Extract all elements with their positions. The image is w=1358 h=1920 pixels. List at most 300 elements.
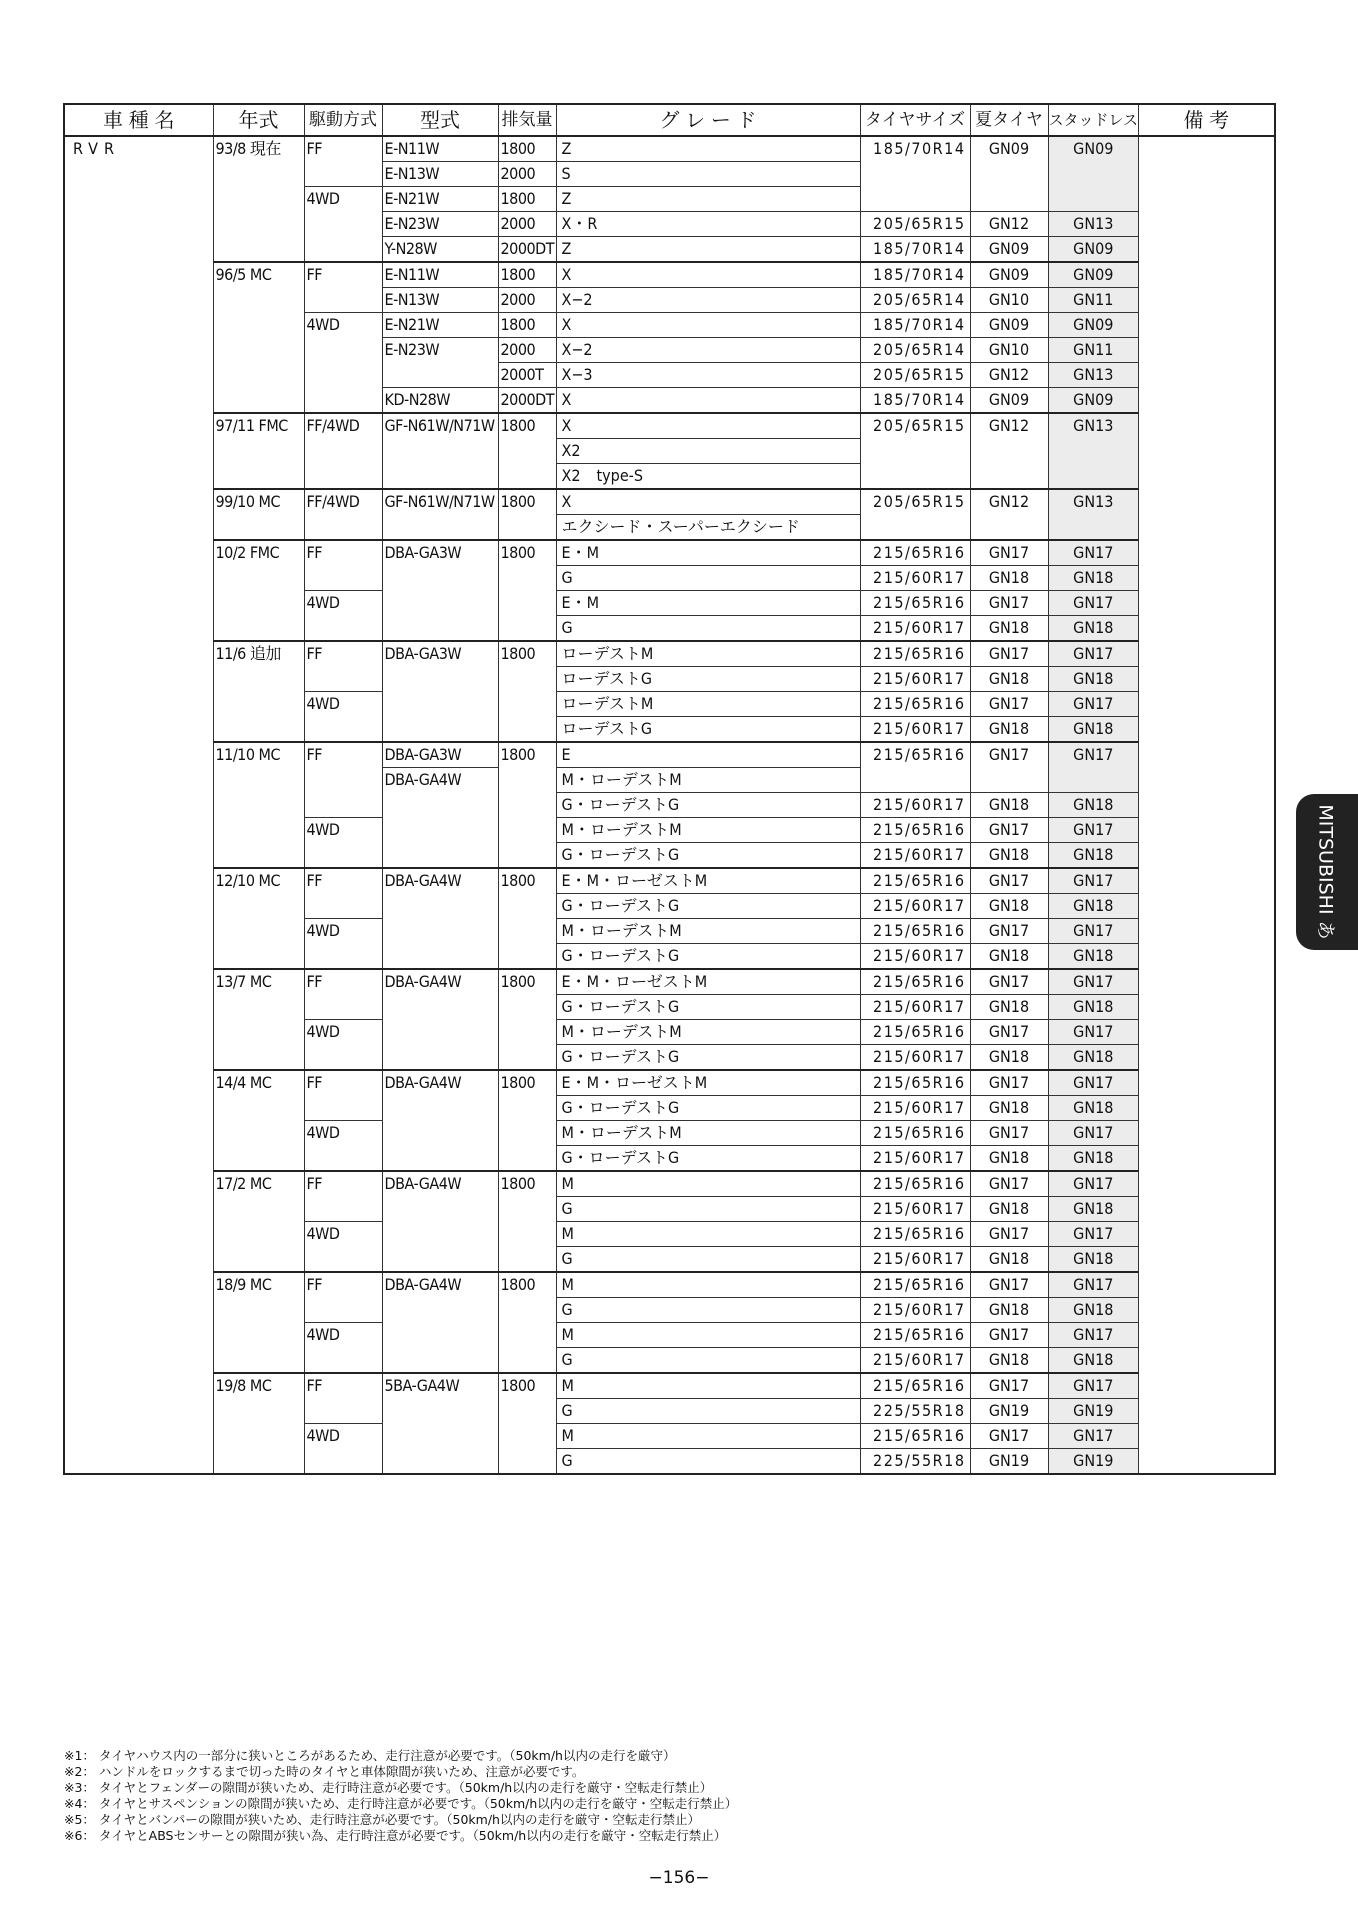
drive-cell: 4WD [304, 1222, 382, 1273]
table-row [64, 742, 1275, 768]
table-row [64, 868, 1275, 894]
footnote: ※1： タイヤハウス内の一部分に狭いところがあるため、走行注意が必要です。（50km/h以内の走行を厳守） [64, 1748, 676, 1763]
grade-cell: G [556, 1298, 860, 1323]
studless-cell: GN17 [1048, 641, 1139, 667]
studless-cell: GN18 [1048, 1348, 1139, 1374]
table-row [64, 969, 1275, 995]
grade-cell: M [556, 1373, 860, 1399]
summer-tire-cell: GN17 [970, 540, 1048, 566]
displacement-cell: 1800 [498, 1070, 556, 1171]
type-cell: DBA-GA3W [382, 641, 498, 742]
year-cell: 14/4 MC [213, 1070, 304, 1171]
tire-size-cell: 215/65R16 [860, 1020, 970, 1045]
summer-tire-cell: GN17 [970, 1171, 1048, 1197]
summer-tire-cell: GN12 [970, 363, 1048, 388]
studless-cell: GN17 [1048, 591, 1139, 616]
type-cell: GF-N61W/N71W [382, 413, 498, 489]
summer-tire-cell: GN18 [970, 1348, 1048, 1374]
studless-cell: GN18 [1048, 793, 1139, 818]
tire-size-cell: 205/65R14 [860, 288, 970, 313]
studless-cell: GN18 [1048, 566, 1139, 591]
tire-size-cell: 215/60R17 [860, 1146, 970, 1172]
type-cell: E-N11W [382, 136, 498, 162]
summer-tire-cell: GN17 [970, 818, 1048, 843]
grade-cell: M [556, 1323, 860, 1348]
studless-cell: GN17 [1048, 1272, 1139, 1298]
summer-tire-cell: GN18 [970, 616, 1048, 642]
studless-cell: GN18 [1048, 894, 1139, 919]
tire-size-cell: 185/70R14 [860, 388, 970, 414]
header-grade: グ レ ー ド [556, 104, 860, 136]
grade-cell: Z [556, 237, 860, 263]
tire-size-cell: 215/65R16 [860, 742, 970, 793]
tire-size-cell: 215/65R16 [860, 868, 970, 894]
grade-cell: M [556, 1171, 860, 1197]
year-cell: 12/10 MC [213, 868, 304, 969]
summer-tire-cell: GN09 [970, 237, 1048, 263]
studless-cell: GN11 [1048, 288, 1139, 313]
tire-size-cell: 185/70R14 [860, 262, 970, 288]
type-cell: E-N21W [382, 313, 498, 338]
summer-tire-cell: GN17 [970, 1373, 1048, 1399]
remarks-cell [1139, 136, 1275, 1474]
displacement-cell: 2000 [498, 162, 556, 187]
drive-cell: 4WD [304, 1121, 382, 1172]
grade-cell: E・M [556, 540, 860, 566]
tire-fitment-table [63, 103, 1276, 1475]
studless-cell: GN19 [1048, 1449, 1139, 1475]
studless-cell: GN17 [1048, 1121, 1139, 1146]
studless-cell: GN17 [1048, 1424, 1139, 1449]
drive-cell: 4WD [304, 919, 382, 970]
grade-cell: X [556, 313, 860, 338]
studless-cell: GN18 [1048, 1096, 1139, 1121]
grade-cell: M [556, 1272, 860, 1298]
header-studless: スタッドレス [1048, 104, 1139, 136]
grade-cell: X−3 [556, 363, 860, 388]
tire-size-cell: 215/65R16 [860, 591, 970, 616]
studless-cell: GN17 [1048, 540, 1139, 566]
grade-cell: M・ローデストM [556, 919, 860, 944]
displacement-cell: 1800 [498, 313, 556, 338]
studless-cell: GN13 [1048, 413, 1139, 489]
grade-cell: ローデストM [556, 641, 860, 667]
drive-cell: FF/4WD [304, 489, 382, 540]
tire-size-cell: 215/60R17 [860, 616, 970, 642]
drive-cell: FF/4WD [304, 413, 382, 489]
studless-cell: GN18 [1048, 616, 1139, 642]
summer-tire-cell: GN12 [970, 212, 1048, 237]
tire-size-cell: 215/60R17 [860, 667, 970, 692]
studless-cell: GN09 [1048, 262, 1139, 288]
summer-tire-cell: GN17 [970, 1222, 1048, 1247]
studless-cell: GN18 [1048, 717, 1139, 743]
studless-cell: GN19 [1048, 1399, 1139, 1424]
tire-size-cell: 215/60R17 [860, 717, 970, 743]
tire-size-cell: 205/65R14 [860, 338, 970, 363]
year-cell: 96/5 MC [213, 262, 304, 413]
studless-cell: GN18 [1048, 1298, 1139, 1323]
type-cell: Y-N28W [382, 237, 498, 263]
grade-cell: M・ローデストM [556, 818, 860, 843]
grade-cell: X [556, 413, 860, 439]
summer-tire-cell: GN10 [970, 288, 1048, 313]
summer-tire-cell: GN18 [970, 1096, 1048, 1121]
drive-cell: FF [304, 969, 382, 1020]
studless-cell: GN17 [1048, 969, 1139, 995]
tire-size-cell: 215/60R17 [860, 1096, 970, 1121]
tire-size-cell: 215/65R16 [860, 1272, 970, 1298]
grade-cell: X2 [556, 439, 860, 464]
table-row [64, 413, 1275, 439]
summer-tire-cell: GN17 [970, 1121, 1048, 1146]
year-cell: 97/11 FMC [213, 413, 304, 489]
summer-tire-cell: GN18 [970, 1247, 1048, 1273]
summer-tire-cell: GN18 [970, 717, 1048, 743]
grade-cell: M [556, 1424, 860, 1449]
grade-cell: G・ローデストG [556, 995, 860, 1020]
displacement-cell: 1800 [498, 641, 556, 742]
grade-cell: G・ローデストG [556, 894, 860, 919]
studless-cell: GN18 [1048, 667, 1139, 692]
summer-tire-cell: GN19 [970, 1399, 1048, 1424]
header-remarks: 備 考 [1139, 104, 1275, 136]
summer-tire-cell: GN09 [970, 313, 1048, 338]
footnote: ※2： ハンドルをロックするまで切った時のタイヤと車体隙間が狭いため、注意が必要です。 [64, 1764, 585, 1779]
displacement-cell: 1800 [498, 187, 556, 212]
model-cell: RVR [64, 136, 213, 1474]
studless-cell: GN13 [1048, 489, 1139, 540]
grade-cell: X−2 [556, 338, 860, 363]
grade-cell: X−2 [556, 288, 860, 313]
table-row [64, 1373, 1275, 1399]
table-header [64, 104, 1275, 136]
tire-size-cell: 215/65R16 [860, 1070, 970, 1096]
summer-tire-cell: GN18 [970, 793, 1048, 818]
footnote: ※3： タイヤとフェンダーの隙間が狭いため、走行時注意が必要です。（50km/h以内の走行を厳守・空転走行禁止） [64, 1780, 713, 1795]
studless-cell: GN17 [1048, 1171, 1139, 1197]
studless-cell: GN17 [1048, 1222, 1139, 1247]
header-displacement: 排気量 [498, 104, 556, 136]
tire-size-cell: 215/65R16 [860, 1171, 970, 1197]
type-cell: DBA-GA4W [382, 1070, 498, 1171]
studless-cell: GN17 [1048, 818, 1139, 843]
displacement-cell: 1800 [498, 262, 556, 288]
summer-tire-cell: GN18 [970, 843, 1048, 869]
grade-cell: E・M・ローゼストM [556, 868, 860, 894]
tire-size-cell: 215/65R16 [860, 540, 970, 566]
summer-tire-cell: GN18 [970, 1197, 1048, 1222]
footnotes [64, 1748, 737, 1844]
year-cell: 93/8 現在 [213, 136, 304, 262]
displacement-cell: 1800 [498, 742, 556, 868]
footnote: ※5： タイヤとバンパーの隙間が狭いため、走行時注意が必要です。（50km/h以内の走行を厳守・空転走行禁止） [64, 1812, 700, 1827]
studless-cell: GN18 [1048, 995, 1139, 1020]
tire-size-cell: 205/65R15 [860, 212, 970, 237]
drive-cell: FF [304, 540, 382, 591]
studless-cell: GN13 [1048, 363, 1139, 388]
tire-size-cell: 205/65R15 [860, 413, 970, 489]
tire-size-cell: 185/70R14 [860, 136, 970, 212]
summer-tire-cell: GN18 [970, 1298, 1048, 1323]
studless-cell: GN17 [1048, 1323, 1139, 1348]
studless-cell: GN18 [1048, 944, 1139, 970]
drive-cell: 4WD [304, 187, 382, 263]
displacement-cell: 1800 [498, 540, 556, 641]
table-row [64, 1171, 1275, 1197]
tire-size-cell: 205/65R15 [860, 489, 970, 540]
page-number: −156− [648, 1868, 710, 1888]
type-cell: E-N13W [382, 162, 498, 187]
header-type: 型式 [382, 104, 498, 136]
tire-size-cell: 215/60R17 [860, 1247, 970, 1273]
header-drive: 駆動方式 [304, 104, 382, 136]
grade-cell: X [556, 489, 860, 515]
footnote: ※4： タイヤとサスペンションの隙間が狭いため、走行時注意が必要です。（50km/h以内の走行を厳守・空転走行禁止） [64, 1796, 738, 1811]
drive-cell: FF [304, 1070, 382, 1121]
grade-cell: X・R [556, 212, 860, 237]
summer-tire-cell: GN12 [970, 489, 1048, 540]
summer-tire-cell: GN17 [970, 1272, 1048, 1298]
drive-cell: 4WD [304, 591, 382, 642]
grade-cell: E [556, 742, 860, 768]
drive-cell: FF [304, 136, 382, 187]
header-year: 年式 [213, 104, 304, 136]
type-cell: E-N11W [382, 262, 498, 288]
displacement-cell: 1800 [498, 136, 556, 162]
tire-size-cell: 215/65R16 [860, 969, 970, 995]
tire-size-cell: 225/55R18 [860, 1399, 970, 1424]
displacement-cell: 2000DT [498, 388, 556, 414]
displacement-cell: 1800 [498, 969, 556, 1070]
tire-size-cell: 215/60R17 [860, 843, 970, 869]
table-row [64, 489, 1275, 515]
summer-tire-cell: GN17 [970, 1020, 1048, 1045]
grade-cell: G・ローデストG [556, 944, 860, 970]
type-cell: DBA-GA4W [382, 1171, 498, 1272]
tire-size-cell: 215/60R17 [860, 566, 970, 591]
studless-cell: GN17 [1048, 1373, 1139, 1399]
tire-size-cell: 185/70R14 [860, 237, 970, 263]
studless-cell: GN13 [1048, 212, 1139, 237]
tire-size-cell: 215/60R17 [860, 1197, 970, 1222]
studless-cell: GN18 [1048, 1045, 1139, 1071]
tire-size-cell: 215/60R17 [860, 1298, 970, 1323]
drive-cell: 4WD [304, 1020, 382, 1071]
table-row [64, 262, 1275, 288]
table-row [64, 136, 1275, 162]
displacement-cell: 2000 [498, 288, 556, 313]
studless-cell: GN18 [1048, 1247, 1139, 1273]
tire-size-cell: 215/65R16 [860, 641, 970, 667]
grade-cell: ローデストM [556, 692, 860, 717]
grade-cell: G [556, 1197, 860, 1222]
drive-cell: 4WD [304, 313, 382, 414]
tire-size-cell: 215/65R16 [860, 1222, 970, 1247]
year-cell: 19/8 MC [213, 1373, 304, 1474]
grade-cell: エクシード・スーパーエクシード [556, 515, 860, 541]
tire-size-cell: 225/55R18 [860, 1449, 970, 1475]
displacement-cell: 1800 [498, 413, 556, 489]
summer-tire-cell: GN18 [970, 1146, 1048, 1172]
table-row [64, 641, 1275, 667]
table-row [64, 540, 1275, 566]
year-cell: 17/2 MC [213, 1171, 304, 1272]
type-cell: KD-N28W [382, 388, 498, 414]
studless-cell: GN09 [1048, 313, 1139, 338]
summer-tire-cell: GN17 [970, 1424, 1048, 1449]
studless-cell: GN18 [1048, 1146, 1139, 1172]
type-cell: DBA-GA3W [382, 742, 498, 768]
displacement-cell: 1800 [498, 489, 556, 540]
studless-cell: GN11 [1048, 338, 1139, 363]
drive-cell: FF [304, 641, 382, 692]
studless-cell: GN17 [1048, 1070, 1139, 1096]
studless-cell: GN17 [1048, 1020, 1139, 1045]
grade-cell: M・ローデストM [556, 1121, 860, 1146]
tire-size-cell: 215/60R17 [860, 894, 970, 919]
studless-cell: GN18 [1048, 843, 1139, 869]
grade-cell: G・ローデストG [556, 1146, 860, 1172]
summer-tire-cell: GN17 [970, 868, 1048, 894]
grade-cell: G・ローデストG [556, 793, 860, 818]
displacement-cell: 1800 [498, 1373, 556, 1474]
studless-cell: GN09 [1048, 388, 1139, 414]
tire-size-cell: 215/65R16 [860, 818, 970, 843]
studless-cell: GN09 [1048, 136, 1139, 212]
studless-cell: GN17 [1048, 919, 1139, 944]
type-cell: DBA-GA3W [382, 540, 498, 641]
tire-size-cell: 215/60R17 [860, 995, 970, 1020]
summer-tire-cell: GN18 [970, 995, 1048, 1020]
header-model: 車 種 名 [64, 104, 213, 136]
displacement-cell: 1800 [498, 868, 556, 969]
summer-tire-cell: GN09 [970, 136, 1048, 212]
type-cell: DBA-GA4W [382, 1272, 498, 1373]
grade-cell: X [556, 388, 860, 414]
grade-cell: G・ローデストG [556, 843, 860, 869]
tire-size-cell: 215/65R16 [860, 1323, 970, 1348]
year-cell: 18/9 MC [213, 1272, 304, 1373]
grade-cell: G・ローデストG [556, 1096, 860, 1121]
type-cell: E-N23W [382, 338, 498, 388]
year-cell: 13/7 MC [213, 969, 304, 1070]
summer-tire-cell: GN18 [970, 894, 1048, 919]
studless-cell: GN17 [1048, 742, 1139, 793]
year-cell: 10/2 FMC [213, 540, 304, 641]
tire-size-cell: 215/65R16 [860, 1424, 970, 1449]
year-cell: 11/6 追加 [213, 641, 304, 742]
studless-cell: GN18 [1048, 1197, 1139, 1222]
summer-tire-cell: GN09 [970, 388, 1048, 414]
tire-size-cell: 215/60R17 [860, 1045, 970, 1071]
displacement-cell: 2000DT [498, 237, 556, 263]
grade-cell: X2 type-S [556, 464, 860, 490]
drive-cell: 4WD [304, 1323, 382, 1374]
tire-size-cell: 215/65R16 [860, 1373, 970, 1399]
year-cell: 11/10 MC [213, 742, 304, 868]
grade-cell: X [556, 262, 860, 288]
drive-cell: 4WD [304, 692, 382, 743]
tire-size-cell: 215/65R16 [860, 1121, 970, 1146]
tire-size-cell: 215/65R16 [860, 692, 970, 717]
drive-cell: 4WD [304, 818, 382, 869]
type-cell: E-N21W [382, 187, 498, 212]
grade-cell: Z [556, 187, 860, 212]
grade-cell: ローデストG [556, 667, 860, 692]
grade-cell: G [556, 1348, 860, 1374]
summer-tire-cell: GN18 [970, 1045, 1048, 1071]
grade-cell: S [556, 162, 860, 187]
grade-cell: ローデストG [556, 717, 860, 743]
summer-tire-cell: GN18 [970, 667, 1048, 692]
displacement-cell: 1800 [498, 1272, 556, 1373]
drive-cell: FF [304, 742, 382, 818]
tire-size-cell: 185/70R14 [860, 313, 970, 338]
studless-cell: GN17 [1048, 868, 1139, 894]
type-cell: E-N13W [382, 288, 498, 313]
summer-tire-cell: GN17 [970, 919, 1048, 944]
table-row [64, 1272, 1275, 1298]
grade-cell: E・M・ローゼストM [556, 969, 860, 995]
summer-tire-cell: GN19 [970, 1449, 1048, 1475]
grade-cell: M・ローデストM [556, 768, 860, 793]
type-cell: GF-N61W/N71W [382, 489, 498, 540]
type-cell: E-N23W [382, 212, 498, 237]
summer-tire-cell: GN17 [970, 969, 1048, 995]
drive-cell: FF [304, 868, 382, 919]
tire-size-cell: 215/65R16 [860, 919, 970, 944]
studless-cell: GN17 [1048, 692, 1139, 717]
grade-cell: G [556, 566, 860, 591]
table-body [64, 136, 1275, 1474]
type-cell: 5BA-GA4W [382, 1373, 498, 1474]
summer-tire-cell: GN17 [970, 1323, 1048, 1348]
drive-cell: FF [304, 262, 382, 313]
tire-size-cell: 215/60R17 [860, 793, 970, 818]
displacement-cell: 1800 [498, 1171, 556, 1272]
footnote: ※6： タイヤとABSセンサーとの隙間が狭い為、走行時注意が必要です。（50km/h以内の走行を厳守・空転走行禁止） [64, 1828, 727, 1843]
grade-cell: G [556, 616, 860, 642]
summer-tire-cell: GN17 [970, 1070, 1048, 1096]
summer-tire-cell: GN17 [970, 692, 1048, 717]
header-summer-tire: 夏タイヤ [970, 104, 1048, 136]
table-row [64, 1070, 1275, 1096]
drive-cell: 4WD [304, 1424, 382, 1475]
summer-tire-cell: GN18 [970, 944, 1048, 970]
grade-cell: M・ローデストM [556, 1020, 860, 1045]
summer-tire-cell: GN09 [970, 262, 1048, 288]
summer-tire-cell: GN10 [970, 338, 1048, 363]
grade-cell: G [556, 1247, 860, 1273]
summer-tire-cell: GN12 [970, 413, 1048, 489]
tire-size-cell: 215/60R17 [860, 1348, 970, 1374]
grade-cell: G・ローデストG [556, 1045, 860, 1071]
maker-side-tab-label: MITSUBISHI あ [1314, 804, 1337, 940]
displacement-cell: 2000T [498, 363, 556, 388]
type-cell: DBA-GA4W [382, 768, 498, 869]
summer-tire-cell: GN17 [970, 641, 1048, 667]
type-cell: DBA-GA4W [382, 969, 498, 1070]
grade-cell: E・M [556, 591, 860, 616]
summer-tire-cell: GN17 [970, 591, 1048, 616]
displacement-cell: 2000 [498, 212, 556, 237]
year-cell: 99/10 MC [213, 489, 304, 540]
summer-tire-cell: GN18 [970, 566, 1048, 591]
drive-cell: FF [304, 1373, 382, 1424]
maker-side-tab [1296, 794, 1358, 950]
drive-cell: FF [304, 1272, 382, 1323]
